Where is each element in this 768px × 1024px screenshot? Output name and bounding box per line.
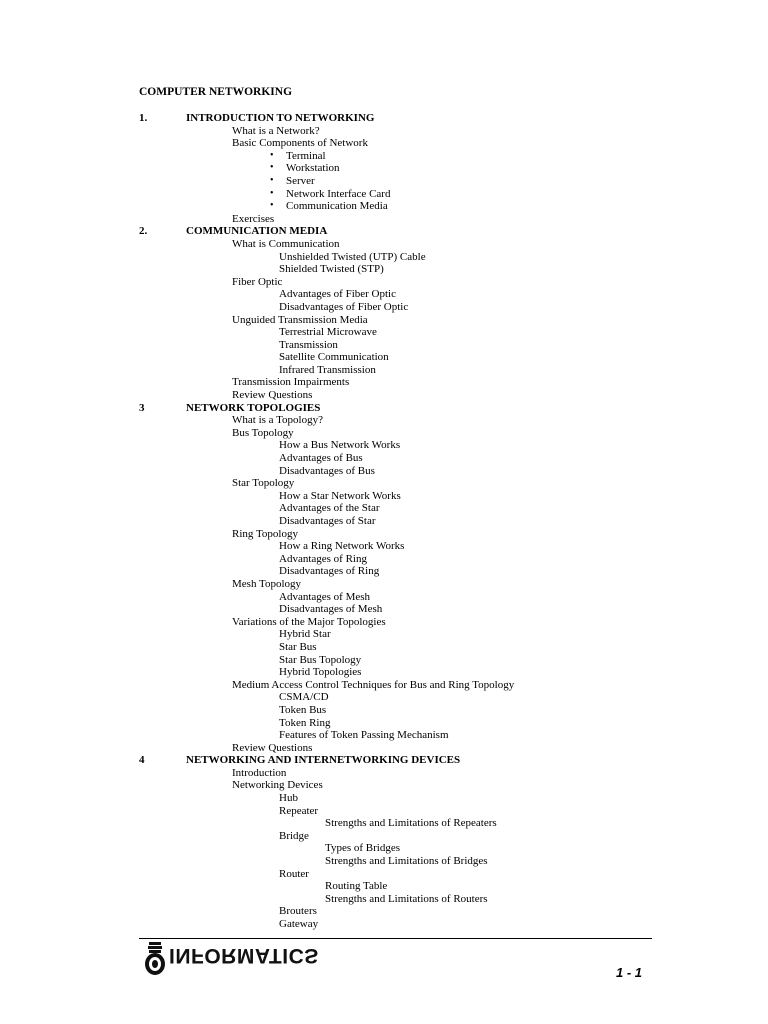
toc-entry xyxy=(0,213,768,226)
toc-entry-text: Bus Topology xyxy=(232,426,294,439)
toc-entry xyxy=(0,679,768,692)
toc-entry-text: Disadvantages of Ring xyxy=(279,565,380,578)
toc-entry xyxy=(0,553,768,566)
toc-entry xyxy=(0,376,768,389)
toc-entry xyxy=(0,276,768,289)
toc-section-heading xyxy=(0,225,768,238)
toc-entry-text: Advantages of Mesh xyxy=(279,590,371,603)
toc-entry xyxy=(0,452,768,465)
toc-entry xyxy=(0,704,768,717)
toc-entry xyxy=(0,729,768,742)
toc-entry-text: Star Bus Topology xyxy=(279,653,362,666)
toc-entry xyxy=(0,263,768,276)
toc-entry xyxy=(0,150,768,163)
toc-entry xyxy=(0,175,768,188)
toc-entry xyxy=(0,351,768,364)
informatics-logo xyxy=(143,942,333,976)
page-number: 1 - 1 xyxy=(616,965,643,980)
toc-entry-text: Transmission Impairments xyxy=(232,376,350,389)
toc-entry-text: Disadvantages of Star xyxy=(279,515,376,527)
bullet-icon: • xyxy=(270,149,274,161)
toc-entry-text: Features of Token Passing Mechanism xyxy=(279,729,449,742)
toc-entry xyxy=(0,314,768,327)
toc-entry-text: Mesh Topology xyxy=(232,577,302,590)
toc-entry xyxy=(0,465,768,478)
toc-entry xyxy=(0,641,768,654)
toc-entry xyxy=(0,742,768,755)
toc-entry-text: Advantages of Fiber Optic xyxy=(279,288,396,301)
toc-entry xyxy=(0,414,768,427)
toc-entry-text: Server xyxy=(286,174,315,187)
toc-entry-text: Network Interface Card xyxy=(286,187,391,200)
toc-section-number: 3 xyxy=(139,401,145,414)
bullet-icon: • xyxy=(270,162,274,174)
toc-entry xyxy=(0,326,768,339)
toc-entry-text: Types of Bridges xyxy=(325,842,400,855)
document-title: COMPUTER NETWORKING xyxy=(139,86,293,98)
toc-entry-text: Hybrid Topologies xyxy=(279,666,362,679)
toc-section-number: 4 xyxy=(139,754,145,767)
toc-entry xyxy=(0,855,768,868)
toc-entry xyxy=(0,565,768,578)
bullet-icon: • xyxy=(270,200,274,212)
toc-entry xyxy=(0,666,768,679)
toc-entry xyxy=(0,200,768,213)
toc-entry-text: Bridge xyxy=(279,829,309,842)
toc-entry xyxy=(0,477,768,490)
toc-entry-text: Hybrid Star xyxy=(279,628,331,641)
toc-entry xyxy=(0,767,768,780)
toc-entry-text: Token Ring xyxy=(279,716,331,729)
toc-entry-text: Fiber Optic xyxy=(232,275,283,288)
toc-entry-text: Infrared Transmission xyxy=(279,363,376,376)
toc-section-heading xyxy=(0,112,768,125)
toc-entry-text: What is a Topology? xyxy=(232,414,323,427)
toc-entry xyxy=(0,339,768,352)
toc-entry-text: Advantages of the Star xyxy=(279,502,380,515)
toc-entry-text: Shielded Twisted (STP) xyxy=(279,263,384,276)
toc-entry xyxy=(0,540,768,553)
toc-entry xyxy=(0,188,768,201)
toc-entry xyxy=(0,830,768,843)
toc-entry xyxy=(0,162,768,175)
toc-entry-text: Gateway xyxy=(279,918,319,930)
toc-entry xyxy=(0,528,768,541)
toc-entry xyxy=(0,654,768,667)
toc-entry-text: COMMUNICATION MEDIA xyxy=(186,225,328,238)
toc-entry-text: Brouters xyxy=(279,905,317,918)
toc-entry-text: Strengths and Limitations of Routers xyxy=(325,892,488,905)
toc-entry-text: Router xyxy=(279,867,309,880)
toc-entry-text: Repeater xyxy=(279,804,319,817)
toc-entry-text: How a Ring Network Works xyxy=(279,540,405,553)
toc-entry-text: INTRODUCTION TO NETWORKING xyxy=(186,112,375,124)
footer-divider xyxy=(139,938,652,939)
toc-section-number: 2. xyxy=(139,225,148,238)
bullet-icon: • xyxy=(270,174,274,186)
toc-entry-text: How a Star Network Works xyxy=(279,489,401,502)
toc-entry-text: What is Communication xyxy=(232,237,340,250)
toc-entry-text: Transmission xyxy=(279,338,338,351)
toc-section-heading xyxy=(0,402,768,415)
toc-entry xyxy=(0,238,768,251)
toc-entry-text: NETWORK TOPOLOGIES xyxy=(186,401,321,414)
toc-entry-text: Strengths and Limitations of Repeaters xyxy=(325,817,497,830)
toc-entry-text: CSMA/CD xyxy=(279,691,329,704)
toc-entry-text: Disadvantages of Fiber Optic xyxy=(279,300,409,313)
toc-entry xyxy=(0,515,768,528)
toc-entry-text: Unshielded Twisted (UTP) Cable xyxy=(279,250,426,263)
toc-entry xyxy=(0,137,768,150)
lightbulb-icon xyxy=(143,942,167,976)
toc-entry xyxy=(0,603,768,616)
toc-entry-text: Exercises xyxy=(232,212,275,225)
toc-entry xyxy=(0,893,768,906)
toc-entry-text: Ring Topology xyxy=(232,527,298,540)
toc-entry-text: Disadvantages of Mesh xyxy=(279,603,383,616)
toc-entry xyxy=(0,502,768,515)
toc-entry-text: Introduction xyxy=(232,766,287,779)
toc-entry-text: Hub xyxy=(279,792,298,805)
toc-section-heading xyxy=(0,754,768,767)
toc-entry xyxy=(0,691,768,704)
toc-entry xyxy=(0,918,768,931)
toc-entry xyxy=(0,868,768,881)
toc-entry xyxy=(0,389,768,402)
toc-entry xyxy=(0,842,768,855)
bullet-icon: • xyxy=(270,187,274,199)
toc-entry xyxy=(0,427,768,440)
toc-entry xyxy=(0,616,768,629)
toc-entry xyxy=(0,792,768,805)
toc-entry-text: Routing Table xyxy=(325,880,388,893)
toc-entry xyxy=(0,301,768,314)
toc-entry-text: Terminal xyxy=(286,149,326,162)
toc-entry xyxy=(0,805,768,818)
toc-entry xyxy=(0,288,768,301)
toc-entry-text: What is a Network? xyxy=(232,124,320,137)
toc-section-number: 1. xyxy=(139,112,148,124)
toc-entry-text: Communication Media xyxy=(286,200,388,213)
toc-entry-text: Advantages of Ring xyxy=(279,552,367,565)
toc-entry-text: NETWORKING AND INTERNETWORKING DEVICES xyxy=(186,754,461,767)
toc-entry xyxy=(0,817,768,830)
toc-entry-text: Review Questions xyxy=(232,389,313,402)
toc-entry xyxy=(0,905,768,918)
toc-entry-text: Review Questions xyxy=(232,741,313,754)
toc-entry-text: How a Bus Network Works xyxy=(279,439,401,452)
logo-text: INFORMATICS xyxy=(169,944,319,967)
toc-entry-text: Strengths and Limitations of Bridges xyxy=(325,855,488,868)
toc-entry xyxy=(0,628,768,641)
toc-entry-text: Satellite Communication xyxy=(279,351,389,364)
toc-entry xyxy=(0,591,768,604)
toc-entry xyxy=(0,578,768,591)
toc-entry-text: Token Bus xyxy=(279,703,327,716)
toc-entry xyxy=(0,439,768,452)
toc-entry-text: Basic Components of Network xyxy=(232,137,368,150)
toc-entry-text: Workstation xyxy=(286,162,340,175)
toc-entry-text: Disadvantages of Bus xyxy=(279,464,375,477)
toc-entry-text: Networking Devices xyxy=(232,779,323,792)
toc-entry-text: Advantages of Bus xyxy=(279,452,363,465)
toc-entry xyxy=(0,251,768,264)
toc-entry-text: Medium Access Control Techniques for Bus and Ring Topology xyxy=(232,678,515,691)
table-of-contents xyxy=(0,112,768,931)
toc-entry xyxy=(0,779,768,792)
toc-entry-text: Star Bus xyxy=(279,640,317,653)
toc-entry-text: Star Topology xyxy=(232,477,295,490)
toc-entry-text: Terrestrial Microwave xyxy=(279,326,377,339)
toc-entry xyxy=(0,880,768,893)
toc-entry xyxy=(0,364,768,377)
toc-entry-text: Unguided Transmission Media xyxy=(232,313,368,326)
toc-entry xyxy=(0,490,768,503)
toc-entry-text: Variations of the Major Topologies xyxy=(232,615,386,628)
toc-entry xyxy=(0,717,768,730)
toc-entry xyxy=(0,125,768,138)
